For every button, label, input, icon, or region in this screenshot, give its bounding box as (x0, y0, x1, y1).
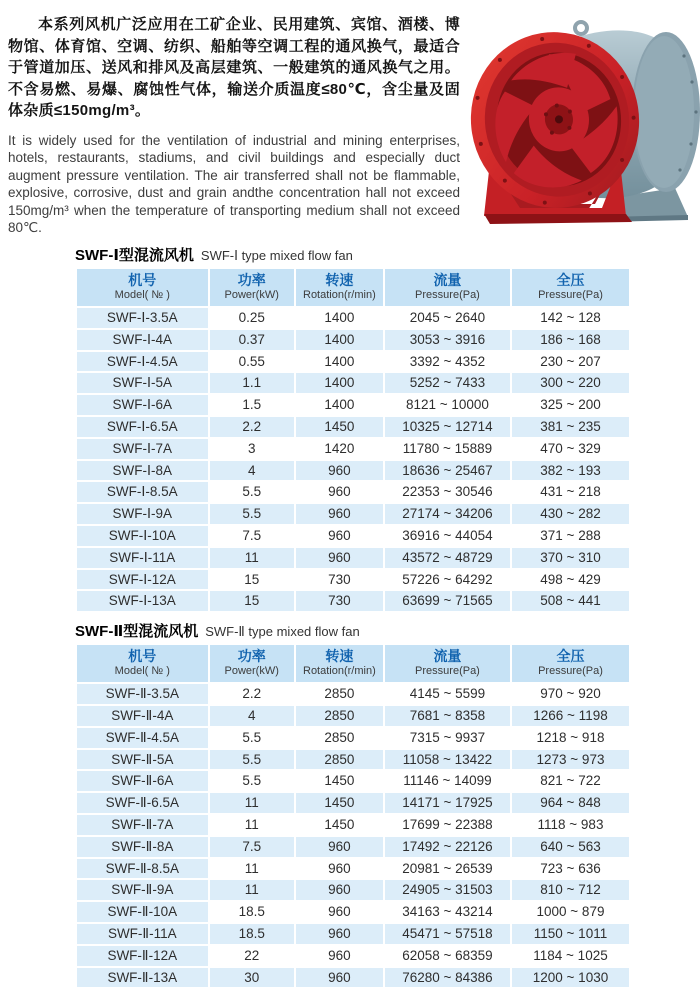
swf2-section (75, 623, 631, 989)
power-cell: 0.55 (210, 352, 294, 372)
pressure-cell: 371 ~ 288 (512, 526, 629, 546)
swf1-section (75, 247, 631, 613)
power-cell: 1.5 (210, 395, 294, 415)
pressure-cell: 370 ~ 310 (512, 548, 629, 568)
power-cell: 22 (210, 946, 294, 966)
pressure-cell: 1150 ~ 1011 (512, 924, 629, 944)
column-header-model: 机号 Model( № ) (77, 645, 208, 682)
model-cell: SWF-Ⅱ-11A (77, 924, 208, 944)
flow-cell: 20981 ~ 26539 (385, 859, 510, 879)
table-row (77, 728, 629, 748)
table-row (77, 504, 629, 524)
power-cell: 5.5 (210, 482, 294, 502)
rotation-cell: 960 (296, 548, 383, 568)
flow-cell: 17492 ~ 22126 (385, 837, 510, 857)
power-cell: 11 (210, 880, 294, 900)
pressure-cell: 821 ~ 722 (512, 771, 629, 791)
rotation-cell: 960 (296, 968, 383, 988)
pressure-cell: 382 ~ 193 (512, 461, 629, 481)
table-row (77, 439, 629, 459)
column-header-power: 功率 Power(kW) (210, 645, 294, 682)
column-header-pressure: 全压 Pressure(Pa) (512, 645, 629, 682)
model-cell: SWF-Ⅱ-13A (77, 968, 208, 988)
rotation-cell: 2850 (296, 684, 383, 704)
model-cell: SWF-Ⅰ-6A (77, 395, 208, 415)
flow-cell: 10325 ~ 12714 (385, 417, 510, 437)
swf1-spec-table (75, 267, 631, 613)
table-row (77, 395, 629, 415)
model-cell: SWF-Ⅰ-8.5A (77, 482, 208, 502)
model-cell: SWF-Ⅱ-10A (77, 902, 208, 922)
table-row (77, 482, 629, 502)
power-cell: 15 (210, 570, 294, 590)
flow-cell: 3053 ~ 3916 (385, 330, 510, 350)
rotation-cell: 960 (296, 946, 383, 966)
pressure-cell: 1273 ~ 973 (512, 750, 629, 770)
flow-cell: 8121 ~ 10000 (385, 395, 510, 415)
table-row (77, 750, 629, 770)
flow-cell: 18636 ~ 25467 (385, 461, 510, 481)
model-cell: SWF-Ⅱ-8A (77, 837, 208, 857)
intro-paragraph-chinese: 本系列风机广泛应用在工矿企业、民用建筑、宾馆、酒楼、博物馆、体育馆、空调、纺织、船舶等空调工程的通风换气，最适合于管道加压、送风和排风及高层建筑、一般建筑的通风换气之用。不含易燃、易爆、腐蚀性气体，输送介质温度≤80℃，含尘量及固体杂质≤150mg/m³。 (8, 16, 460, 119)
power-cell: 4 (210, 706, 294, 726)
pressure-cell: 964 ~ 848 (512, 793, 629, 813)
table-row (77, 308, 629, 328)
power-cell: 5.5 (210, 728, 294, 748)
rotation-cell: 960 (296, 902, 383, 922)
swf2-spec-table (75, 643, 631, 989)
model-cell: SWF-Ⅱ-3.5A (77, 684, 208, 704)
rotation-cell: 1400 (296, 352, 383, 372)
pressure-cell: 723 ~ 636 (512, 859, 629, 879)
flow-cell: 63699 ~ 71565 (385, 591, 510, 611)
header-row (77, 645, 629, 682)
rotation-cell: 1400 (296, 330, 383, 350)
power-cell: 18.5 (210, 924, 294, 944)
table-row (77, 570, 629, 590)
rotation-cell: 730 (296, 570, 383, 590)
model-cell: SWF-Ⅱ-4A (77, 706, 208, 726)
flow-cell: 7315 ~ 9937 (385, 728, 510, 748)
table-row (77, 352, 629, 372)
column-header-pressure: 全压 Pressure(Pa) (512, 269, 629, 306)
model-cell: SWF-Ⅰ-6.5A (77, 417, 208, 437)
flow-cell: 45471 ~ 57518 (385, 924, 510, 944)
flow-cell: 11780 ~ 15889 (385, 439, 510, 459)
flow-cell: 17699 ~ 22388 (385, 815, 510, 835)
pressure-cell: 300 ~ 220 (512, 373, 629, 393)
model-cell: SWF-Ⅰ-3.5A (77, 308, 208, 328)
pressure-cell: 1000 ~ 879 (512, 902, 629, 922)
model-cell: SWF-Ⅱ-9A (77, 880, 208, 900)
flow-cell: 27174 ~ 34206 (385, 504, 510, 524)
swf2-title-english: SWF-Ⅱ type mixed flow fan (205, 624, 360, 640)
pressure-cell: 970 ~ 920 (512, 684, 629, 704)
rotation-cell: 1450 (296, 793, 383, 813)
model-cell: SWF-Ⅰ-10A (77, 526, 208, 546)
model-cell: SWF-Ⅰ-7A (77, 439, 208, 459)
power-cell: 4 (210, 461, 294, 481)
rotation-cell: 960 (296, 482, 383, 502)
rotation-cell: 960 (296, 504, 383, 524)
column-header-power: 功率 Power(kW) (210, 269, 294, 306)
pressure-cell: 186 ~ 168 (512, 330, 629, 350)
table-row (77, 968, 629, 988)
rotation-cell: 1450 (296, 417, 383, 437)
rotation-cell: 2850 (296, 706, 383, 726)
flow-cell: 11058 ~ 13422 (385, 750, 510, 770)
swf2-section-title (75, 623, 631, 641)
power-cell: 30 (210, 968, 294, 988)
rotation-cell: 960 (296, 859, 383, 879)
rotation-cell: 1400 (296, 308, 383, 328)
table-row (77, 591, 629, 611)
pressure-cell: 498 ~ 429 (512, 570, 629, 590)
pressure-cell: 325 ~ 200 (512, 395, 629, 415)
rotation-cell: 2850 (296, 750, 383, 770)
flow-cell: 3392 ~ 4352 (385, 352, 510, 372)
model-cell: SWF-Ⅰ-4.5A (77, 352, 208, 372)
model-cell: SWF-Ⅱ-6.5A (77, 793, 208, 813)
flow-cell: 43572 ~ 48729 (385, 548, 510, 568)
intro-text-column (8, 12, 460, 237)
rotation-cell: 730 (296, 591, 383, 611)
power-cell: 11 (210, 793, 294, 813)
flow-cell: 2045 ~ 2640 (385, 308, 510, 328)
pressure-cell: 640 ~ 563 (512, 837, 629, 857)
rotation-cell: 960 (296, 526, 383, 546)
column-header-model: 机号 Model( № ) (77, 269, 208, 306)
rotation-cell: 960 (296, 924, 383, 944)
table-row (77, 837, 629, 857)
power-cell: 18.5 (210, 902, 294, 922)
rotation-cell: 1400 (296, 373, 383, 393)
pressure-cell: 431 ~ 218 (512, 482, 629, 502)
pressure-cell: 230 ~ 207 (512, 352, 629, 372)
model-cell: SWF-Ⅱ-8.5A (77, 859, 208, 879)
swf1-title-english: SWF-Ⅰ type mixed flow fan (200, 248, 353, 264)
power-cell: 0.37 (210, 330, 294, 350)
model-cell: SWF-Ⅱ-6A (77, 771, 208, 791)
pressure-cell: 142 ~ 128 (512, 308, 629, 328)
power-cell: 5.5 (210, 771, 294, 791)
power-cell: 5.5 (210, 504, 294, 524)
model-cell: SWF-Ⅱ-7A (77, 815, 208, 835)
rotation-cell: 1450 (296, 771, 383, 791)
model-cell: SWF-Ⅱ-5A (77, 750, 208, 770)
flow-cell: 24905 ~ 31503 (385, 880, 510, 900)
pressure-cell: 470 ~ 329 (512, 439, 629, 459)
flow-cell: 14171 ~ 17925 (385, 793, 510, 813)
pressure-cell: 381 ~ 235 (512, 417, 629, 437)
mixed-flow-fan-illustration (460, 12, 700, 237)
flow-cell: 5252 ~ 7433 (385, 373, 510, 393)
pressure-cell: 1118 ~ 983 (512, 815, 629, 835)
power-cell: 5.5 (210, 750, 294, 770)
table-row (77, 946, 629, 966)
table-row (77, 880, 629, 900)
power-cell: 15 (210, 591, 294, 611)
column-header-rotation: 转速 Rotation(r/min) (296, 269, 383, 306)
power-cell: 11 (210, 548, 294, 568)
table-row (77, 771, 629, 791)
model-cell: SWF-Ⅰ-9A (77, 504, 208, 524)
power-cell: 7.5 (210, 837, 294, 857)
pressure-cell: 430 ~ 282 (512, 504, 629, 524)
model-cell: SWF-Ⅰ-8A (77, 461, 208, 481)
table-row (77, 417, 629, 437)
power-cell: 11 (210, 815, 294, 835)
pressure-cell: 810 ~ 712 (512, 880, 629, 900)
table-row (77, 330, 629, 350)
flow-cell: 11146 ~ 14099 (385, 771, 510, 791)
column-header-flow: 流量 Pressure(Pa) (385, 645, 510, 682)
flow-cell: 22353 ~ 30546 (385, 482, 510, 502)
table-row (77, 526, 629, 546)
table-row (77, 706, 629, 726)
pressure-cell: 1218 ~ 918 (512, 728, 629, 748)
flow-cell: 4145 ~ 5599 (385, 684, 510, 704)
swf2-title-chinese: SWF-Ⅱ型混流风机 (75, 623, 199, 641)
table-row (77, 684, 629, 704)
header-row (77, 269, 629, 306)
rotation-cell: 960 (296, 880, 383, 900)
model-cell: SWF-Ⅰ-12A (77, 570, 208, 590)
power-cell: 7.5 (210, 526, 294, 546)
flow-cell: 76280 ~ 84386 (385, 968, 510, 988)
table-row (77, 859, 629, 879)
rotation-cell: 2850 (296, 728, 383, 748)
table-row (77, 461, 629, 481)
model-cell: SWF-Ⅱ-4.5A (77, 728, 208, 748)
table-row (77, 548, 629, 568)
flow-cell: 57226 ~ 64292 (385, 570, 510, 590)
table-row (77, 924, 629, 944)
power-cell: 11 (210, 859, 294, 879)
flow-cell: 36916 ~ 44054 (385, 526, 510, 546)
rotation-cell: 1450 (296, 815, 383, 835)
intro-paragraph-english: It is widely used for the ventilation of industrial and mining enterprises, hotels, restaurants, stadiums, and civil buildings and especially duct augment pressure ventilation. The air transferred shall not be flammable, explosive, corrosive, dust and grain andthe concentration hall not exceed 150mg/m³ when the temperature of transporting medium shall not exceed 80℃. (8, 132, 460, 236)
model-cell: SWF-Ⅰ-13A (77, 591, 208, 611)
power-cell: 0.25 (210, 308, 294, 328)
rotation-cell: 1420 (296, 439, 383, 459)
fan-product-photo (460, 12, 700, 237)
model-cell: SWF-Ⅱ-12A (77, 946, 208, 966)
table-row (77, 902, 629, 922)
pressure-cell: 1184 ~ 1025 (512, 946, 629, 966)
flow-cell: 7681 ~ 8358 (385, 706, 510, 726)
column-header-rotation: 转速 Rotation(r/min) (296, 645, 383, 682)
lifting-eye (575, 22, 587, 34)
swf1-title-chinese: SWF-Ⅰ型混流风机 (75, 247, 194, 265)
table-row (77, 793, 629, 813)
intro-section (0, 0, 700, 237)
pressure-cell: 1200 ~ 1030 (512, 968, 629, 988)
rotation-cell: 1400 (296, 395, 383, 415)
table-row (77, 815, 629, 835)
column-header-flow: 流量 Pressure(Pa) (385, 269, 510, 306)
model-cell: SWF-Ⅰ-4A (77, 330, 208, 350)
power-cell: 2.2 (210, 417, 294, 437)
model-cell: SWF-Ⅰ-11A (77, 548, 208, 568)
table-row (77, 373, 629, 393)
flow-cell: 34163 ~ 43214 (385, 902, 510, 922)
flow-cell: 62058 ~ 68359 (385, 946, 510, 966)
power-cell: 3 (210, 439, 294, 459)
rotation-cell: 960 (296, 461, 383, 481)
power-cell: 1.1 (210, 373, 294, 393)
power-cell: 2.2 (210, 684, 294, 704)
pressure-cell: 508 ~ 441 (512, 591, 629, 611)
pressure-cell: 1266 ~ 1198 (512, 706, 629, 726)
rotation-cell: 960 (296, 837, 383, 857)
swf1-section-title (75, 247, 631, 265)
model-cell: SWF-Ⅰ-5A (77, 373, 208, 393)
